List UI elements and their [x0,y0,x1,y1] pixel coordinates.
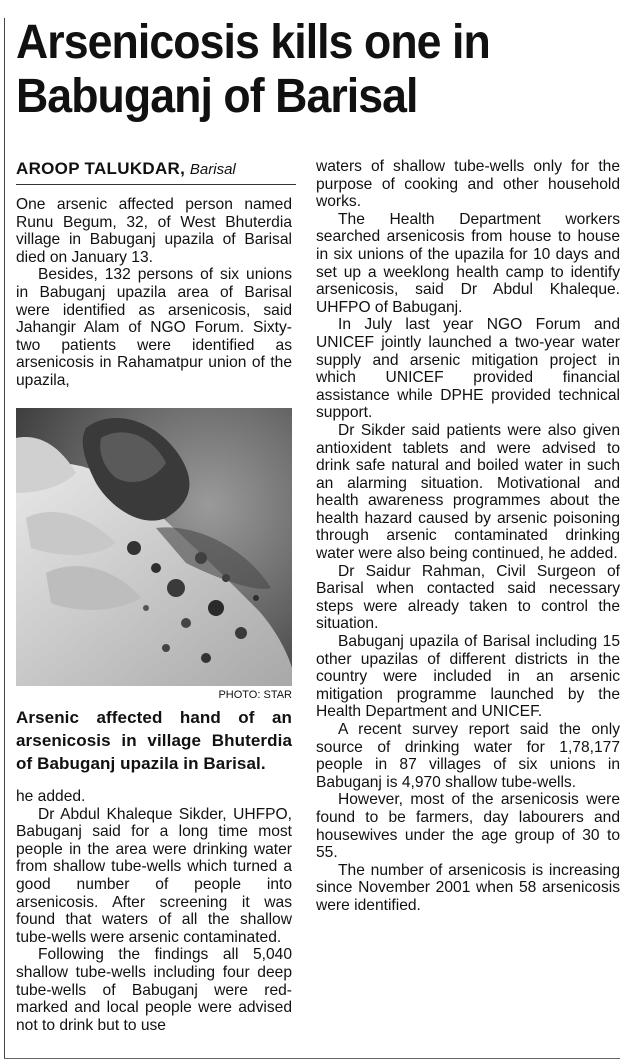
paragraph: The number of arsenicosis is increasing since November 2001 when 58 arsenicosis were identified. [316,861,620,914]
paragraph: In July last year NGO Forum and UNICEF jointly launched a two-year water supply and arsenic mitigation project in which UNICEF provided financial assistance while DPHE provided technical support. [316,316,620,422]
paragraph: Dr Sikder said patients were also given antioxident tablets and were advised to drink safe natural and boiled water in such an alarming situation. Motivational and health awareness programmes about the health hazard caused by arsenic poisoning through arsenic contaminated drinking water were also being continued, he added. [316,421,620,563]
right-column [316,158,620,915]
paragraph: waters of shallow tube-wells only for the purpose of cooking and other household works. [316,158,620,211]
headline [16,16,574,124]
paragraph: However, most of the arsenicosis were found to be farmers, day labourers and housewives under the age group of 30 to 55. [316,791,620,862]
hand-photo-image [16,408,292,686]
left-column-bottom [16,788,292,1034]
headline-line-1: Arsenicosis kills one in [16,16,490,69]
photo-caption: Arsenic affected hand of an arsenicosis in village Bhuterdia of Babuganj upazila in Barisal. [16,708,292,773]
photo-credit: PHOTO: STAR [218,689,292,701]
paragraph: Besides, 132 persons of six unions in Babuganj upazila area of Barisal were identified as arsenicosis, said Jahangir Alam of NGO Forum. Sixty-two patients were identified as arsenicosis in Rahamatpur union of the upazila, [16,266,292,389]
bottom-rule [4,1058,620,1059]
byline [16,158,296,185]
headline-line-2: Babuganj of Barisal [16,70,418,123]
paragraph: Dr Saidur Rahman, Civil Surgeon of Barisal when contacted said necessary steps were already taken to control the situation. [316,562,620,633]
byline-author: AROOP TALUKDAR, [16,159,186,178]
paragraph: One arsenic affected person named Runu Begum, 32, of West Bhuterdia village in Babuganj upazila of Barisal died on January 13. [16,196,292,266]
paragraph: Following the findings all 5,040 shallow tube-wells including four deep tube-wells of Babuganj were red-marked and local people were advised not to drink but to use [16,946,292,1034]
paragraph: The Health Department workers searched arsenicosis from house to house in six unions of the upazila for 10 days and set up a weeklong health camp to identify arsenicosis, said Dr Abdul Khaleque. UHFPO of Babuganj. [316,210,620,316]
paragraph: A recent survey report said the only source of drinking water for 1,78,177 people in 87 villages of six unions in Babuganj is 4,970 shallow tube-wells. [316,721,620,791]
arsenic-hand-photo [16,408,292,686]
paragraph: Babuganj upazila of Barisal including 15 other upazilas of different districts in the country were included in an arsenic mitigation programme launched by the Health Department and UNICEF. [316,633,620,721]
byline-place: Barisal [189,161,236,178]
left-column-top [16,196,292,390]
column-rule [4,18,5,1058]
paragraph: Dr Abdul Khaleque Sikder, UHFPO, Babuganj said for a long time most people in the area were drinking water from shallow tube-wells which turned a good number of people into arsenicosis. After screening it was found that waters of all the shallow tube-wells were arsenic contaminated. [16,805,292,946]
paragraph: he added. [16,788,86,805]
